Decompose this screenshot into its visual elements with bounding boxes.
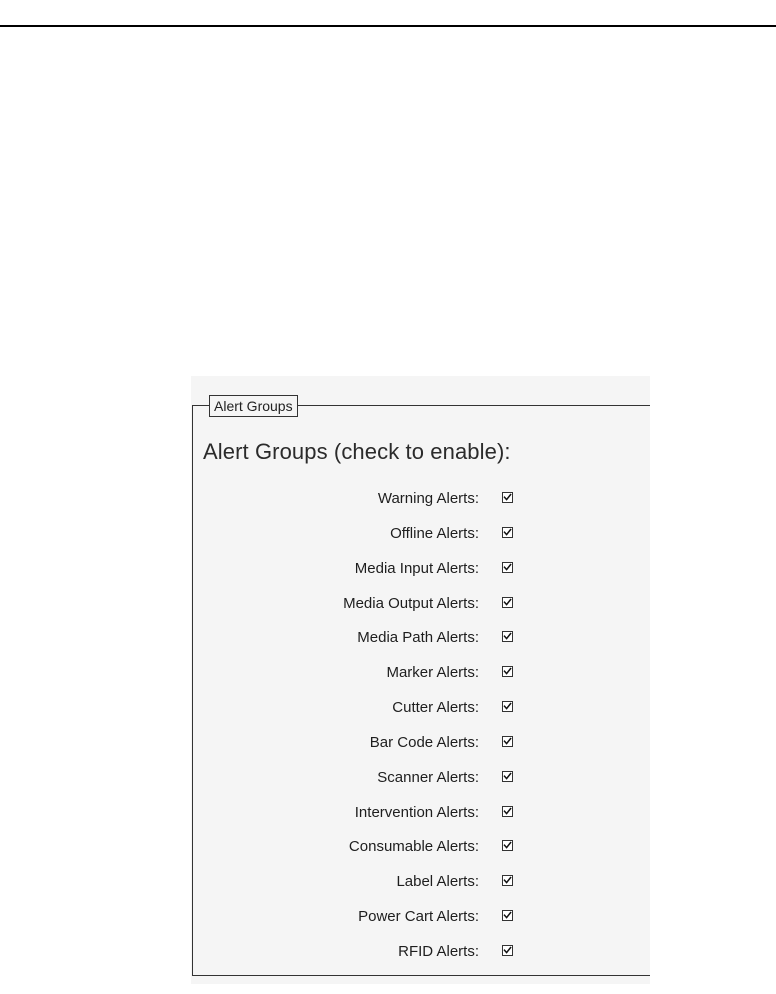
alert-row	[192, 937, 650, 972]
checkmark-icon	[503, 563, 512, 572]
section-heading: Alert Groups (check to enable):	[203, 439, 511, 464]
checkmark-icon	[503, 772, 512, 781]
alert-label: Warning Alerts:	[377, 490, 479, 507]
alert-checkbox[interactable]	[502, 492, 513, 503]
alert-checkbox[interactable]	[502, 910, 513, 921]
alert-checkbox[interactable]	[502, 945, 513, 956]
alert-row	[192, 484, 650, 519]
checkmark-icon	[503, 737, 512, 746]
alert-row	[192, 519, 650, 554]
alert-row	[192, 693, 650, 728]
alert-row	[192, 798, 650, 833]
checkmark-icon	[503, 946, 512, 955]
alert-label: Power Cart Alerts:	[358, 908, 479, 926]
alert-checkbox[interactable]	[502, 736, 513, 747]
alert-label: Intervention Alerts:	[354, 803, 479, 821]
alert-label: Media Path Alerts:	[357, 629, 479, 647]
alert-checkbox[interactable]	[502, 631, 513, 642]
alert-row	[192, 554, 650, 589]
checkmark-icon	[503, 632, 512, 641]
alert-label: Scanner Alerts:	[377, 768, 479, 786]
checkmark-icon	[503, 876, 512, 885]
alert-label: Marker Alerts:	[386, 664, 479, 682]
alert-row	[192, 832, 650, 867]
checkmark-icon	[503, 841, 512, 850]
alert-checkbox[interactable]	[502, 701, 513, 712]
alert-checkbox[interactable]	[502, 597, 513, 608]
checkmark-icon	[503, 667, 512, 676]
alert-label: Media Input Alerts:	[354, 559, 479, 577]
alert-checkbox[interactable]	[502, 562, 513, 573]
alert-row	[192, 728, 650, 763]
alert-checkbox[interactable]	[502, 527, 513, 538]
alert-row	[192, 589, 650, 624]
alert-row	[192, 763, 650, 798]
alert-checkbox[interactable]	[502, 875, 513, 886]
alert-checkbox[interactable]	[502, 771, 513, 782]
alert-row	[192, 867, 650, 902]
checkmark-icon	[503, 493, 512, 502]
alert-label: RFID Alerts:	[398, 942, 479, 960]
alert-label: Bar Code Alerts:	[369, 733, 479, 751]
alert-label: Cutter Alerts:	[392, 699, 479, 717]
alert-row	[192, 658, 650, 693]
alert-label: Label Alerts:	[396, 873, 479, 891]
alert-checkbox[interactable]	[502, 840, 513, 851]
alert-label: Media Output Alerts:	[343, 594, 479, 612]
checkmark-icon	[503, 807, 512, 816]
alert-row	[192, 902, 650, 937]
checkmark-icon	[503, 598, 512, 607]
alert-label: Consumable Alerts:	[348, 838, 479, 856]
checkmark-icon	[503, 528, 512, 537]
top-divider	[0, 25, 776, 27]
alert-checkbox[interactable]	[502, 666, 513, 677]
alert-list	[192, 484, 650, 972]
alert-row	[192, 623, 650, 658]
alert-label: Offline Alerts:	[390, 524, 479, 542]
fieldset-legend: Alert Groups	[209, 395, 298, 417]
alert-checkbox[interactable]	[502, 806, 513, 817]
checkmark-icon	[503, 702, 512, 711]
checkmark-icon	[503, 911, 512, 920]
